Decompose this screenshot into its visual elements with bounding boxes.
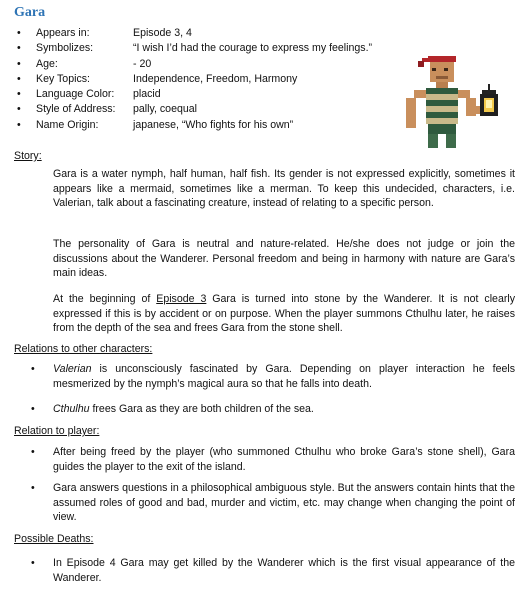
story-paragraph-1: Gara is a water nymph, half human, half fish. Its gender is not expressed explicitly, sometimes it appears like a mermaid, sometimes like a merman. To keep this undecided, characters, i.e. Valerian, talk about a fascinating creature, instead of relating to a specific person. xyxy=(53,168,515,210)
fact-value: “I wish I’d had the courage to express my feelings.” xyxy=(133,42,373,55)
relation-item-valerian xyxy=(31,362,515,391)
bullet: • xyxy=(17,88,21,101)
relation-description: is unconsciously fascinated by Gara. Depending on player interaction he feels mesmerized by the nymph’s magical aura so that he falls into death. xyxy=(53,363,515,390)
fact-key: Appears in: xyxy=(36,27,90,39)
fact-key: Key Topics: xyxy=(36,72,90,85)
episode-3-link[interactable]: Episode 3 xyxy=(156,293,207,305)
deaths-heading: Possible Deaths: xyxy=(14,533,94,545)
bullet: • xyxy=(17,103,21,116)
story-heading: Story: xyxy=(14,150,42,162)
relation-description: frees Gara as they are both children of the sea. xyxy=(89,403,314,415)
paragraph-text: At the beginning of xyxy=(53,293,157,305)
bullet: • xyxy=(17,27,21,39)
fact-value: pally, coequal xyxy=(133,103,197,116)
story-paragraph-3 xyxy=(53,292,515,336)
bullet: • xyxy=(17,57,21,70)
story-paragraph-2: The personality of Gara is neutral and nature-related. He/she does not judge or join the discussions about the Wanderer. Personal freedom and being in harmony with nature are Gara’s main ideas. xyxy=(53,238,515,280)
fact-value: - 20 xyxy=(133,57,152,70)
bullet: • xyxy=(31,403,35,415)
fact-key: Symbolizes: xyxy=(36,42,94,55)
fact-value: japanese, “Who fights for his own” xyxy=(133,118,294,131)
bullet: • xyxy=(31,482,35,494)
bullet: • xyxy=(17,72,21,85)
fact-key: Name Origin: xyxy=(36,118,99,131)
character-title: Gara xyxy=(14,5,46,20)
character-name: Valerian xyxy=(53,363,92,375)
relation-text xyxy=(53,402,515,417)
character-portrait xyxy=(400,48,508,148)
death-item-text: In Episode 4 Gara may get killed by the Wanderer which is the first visual appearance of the Wanderer. xyxy=(53,557,515,584)
death-item xyxy=(31,556,515,585)
bullet: • xyxy=(31,363,35,375)
paragraph-text: Gara is turned into stone by the Wanderer. It is not clearly expressed if this is by accident or on purpose. When the player summons Cthulhu later, he raises from the depth of the sea and frees Gara from the stone shell. xyxy=(53,293,516,335)
fact-key: Style of Address: xyxy=(36,103,116,116)
player-heading: Relation to player: xyxy=(14,425,100,437)
relations-heading: Relations to other characters: xyxy=(14,343,153,355)
fact-value: placid xyxy=(133,88,161,101)
fact-value: Episode 3, 4 xyxy=(133,27,192,39)
player-item-text: Gara answers questions in a philosophical ambiguous style. But the answers contain hints that the assumed roles of good and bad, murder and victim, etc. may change when changing the point of view. xyxy=(53,482,515,524)
player-item-text: After being freed by the player (who summoned Cthulhu who broke Gara’s stone shell), Gara guides the player to the exit of the island. xyxy=(53,446,515,473)
fact-key: Language Color: xyxy=(36,88,115,101)
relation-text xyxy=(53,362,515,391)
character-name: Cthulhu xyxy=(53,403,90,415)
bullet: • xyxy=(17,118,21,131)
player-item xyxy=(31,481,515,525)
bullet: • xyxy=(31,557,35,569)
player-item xyxy=(31,445,515,474)
bullet: • xyxy=(31,446,35,458)
fact-value: Independence, Freedom, Harmony xyxy=(133,72,298,85)
fact-key: Age: xyxy=(36,57,58,70)
bullet: • xyxy=(17,42,21,55)
relation-item-cthulhu xyxy=(31,402,515,417)
